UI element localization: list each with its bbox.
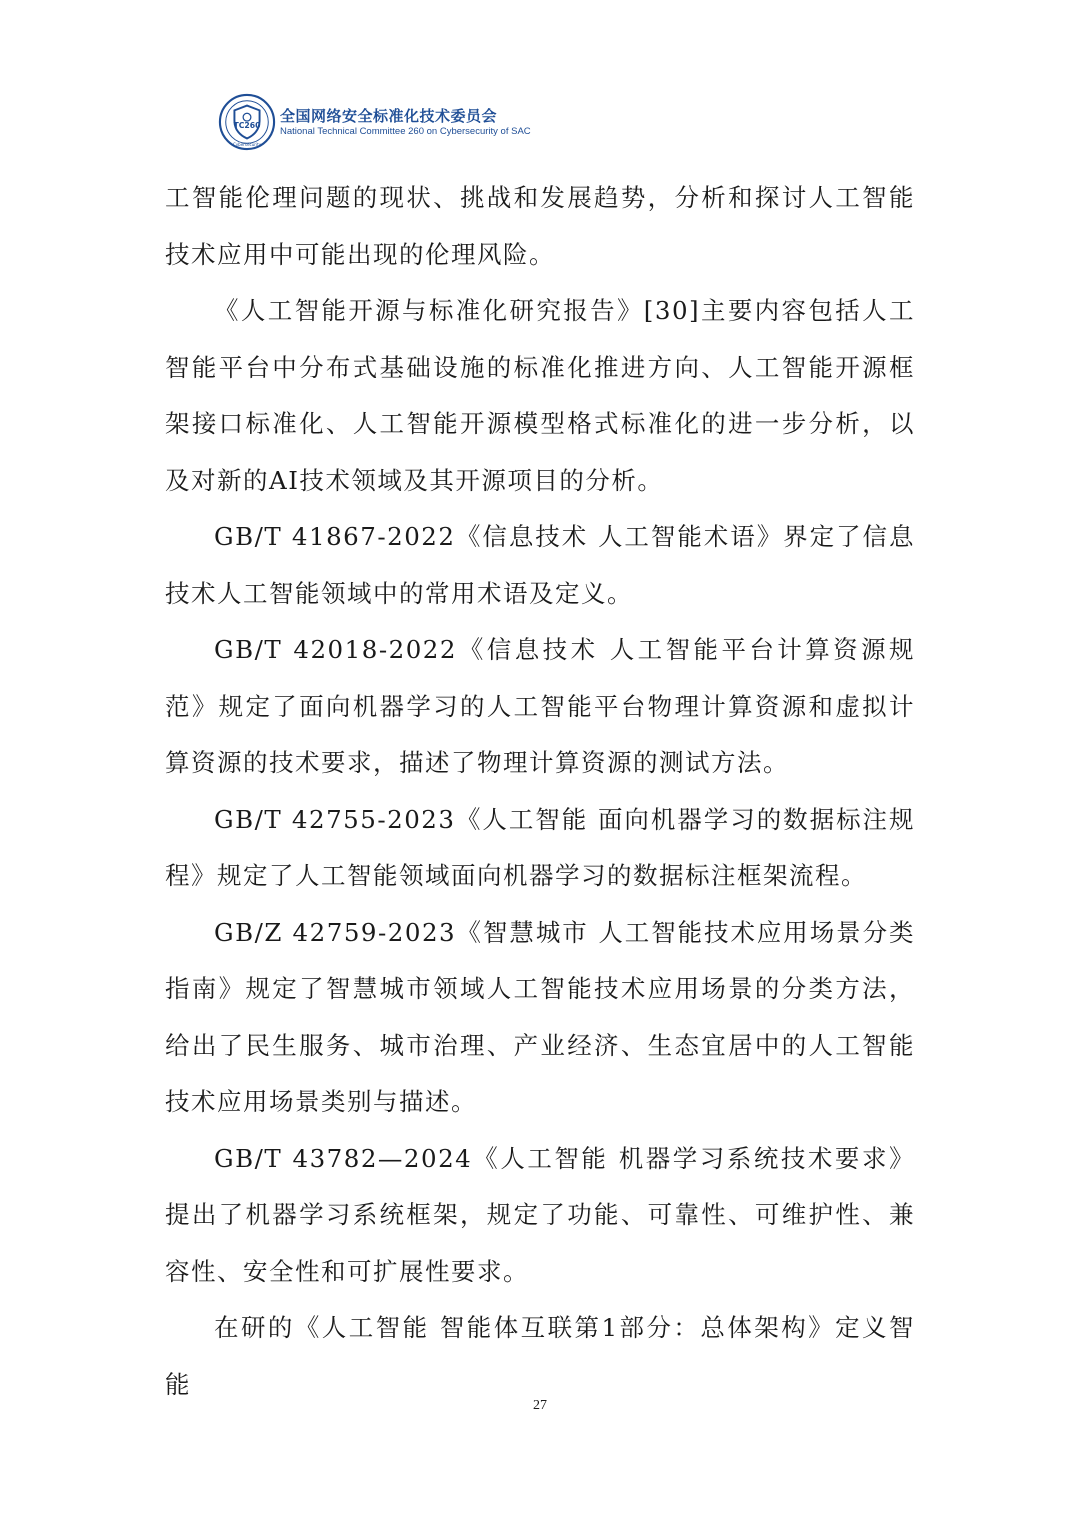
paragraph-continued: 工智能伦理问题的现状、挑战和发展趋势，分析和探讨人工智能技术应用中可能出现的伦理风险。 [165,183,915,269]
paragraph: GB/T 43782—2024《人工智能 机器学习系统技术要求》提出了机器学习系统框架，规定了功能、可靠性、可维护性、兼容性、安全性和可扩展性要求。 [165,1143,915,1286]
paragraph: GB/Z 42759-2023《智慧城市 人工智能技术应用场景分类指南》规定了智慧城市领域人工智能技术应用场景的分类方法，给出了民生服务、城市治理、产业经济、生态宜居中的人工智能技术应用场景类别与描述。 [165,917,915,1116]
page-number: 27 [533,1398,547,1413]
tc260-logo-icon [218,93,276,151]
svg-text:TC260: TC260 [233,120,261,130]
paragraph: 《人工智能开源与标准化研究报告》[30]主要内容包括人工智能平台中分布式基础设施的标准化推进方向、人工智能开源框架接口标准化、人工智能开源模型格式标准化的进一步分析，以及对新的AI技术领域及其开源项目的分析。 [165,296,915,495]
paragraph: 在研的《人工智能 智能体互联第1部分：总体架构》定义智能 [165,1313,915,1399]
paragraph: GB/T 41867-2022《信息技术 人工智能术语》界定了信息技术人工智能领域中的常用术语及定义。 [165,522,915,608]
paragraph: GB/T 42018-2022《信息技术 人工智能平台计算资源规范》规定了面向机器学习的人工智能平台物理计算资源和虚拟计算资源的技术要求，描述了物理计算资源的测试方法。 [165,635,915,777]
document-body [165,170,915,1413]
svg-text:Cybersecurity: Cybersecurity [232,142,262,148]
page-header [218,92,531,152]
org-name-english: National Technical Committee 260 on Cybersecurity of SAC [280,125,531,137]
paragraph: GB/T 42755-2023《人工智能 面向机器学习的数据标注规程》规定了人工智能领域面向机器学习的数据标注框架流程。 [165,804,915,890]
org-name-chinese: 全国网络安全标准化技术委员会 [280,106,498,125]
